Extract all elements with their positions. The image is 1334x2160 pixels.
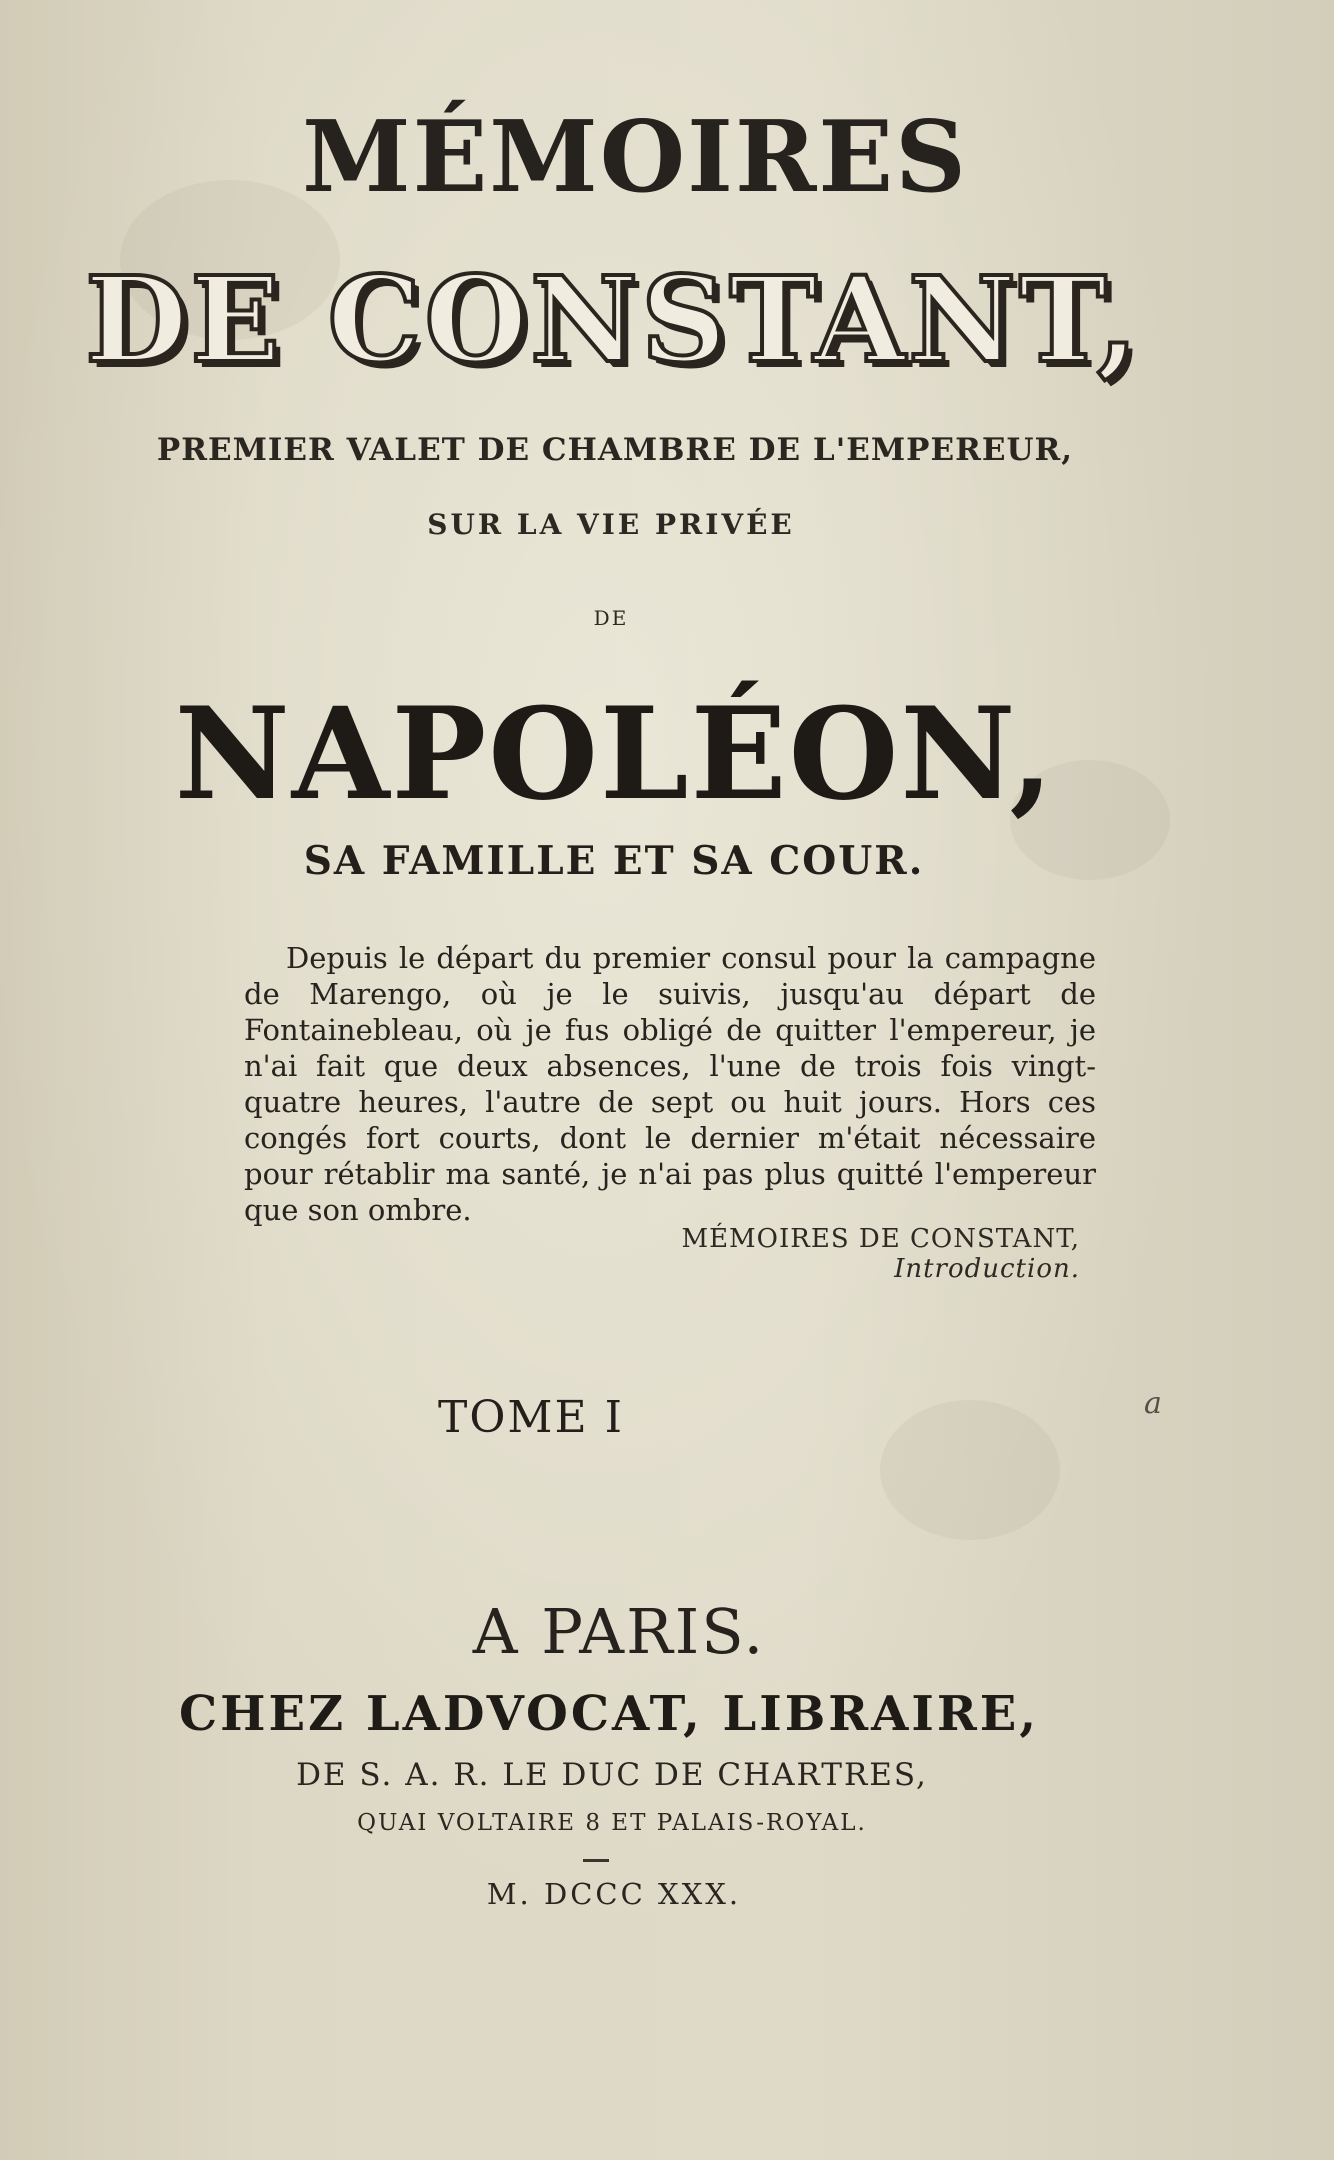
imprint-publisher: CHEZ LADVOCAT, LIBRAIRE,: [178, 1686, 1040, 1742]
subtitle-line-2: SUR LA VIE PRIVÉE: [427, 508, 795, 541]
imprint-royal-title: DE S. A. R. LE DUC DE CHARTRES,: [296, 1757, 928, 1793]
volume-label: TOME I: [438, 1392, 624, 1443]
subject-family: SA FAMILLE ET SA COUR.: [303, 838, 925, 884]
main-title-line-1: MÉMOIRES: [302, 100, 968, 215]
subtitle-line-3: DE: [593, 606, 629, 630]
citation-source: MÉMOIRES DE CONSTANT,: [681, 1224, 1080, 1254]
subject-name: NAPOLÉON,: [174, 680, 1056, 828]
divider-rule: [583, 1859, 609, 1862]
epigraph-citation: [520, 1224, 1080, 1284]
marginal-mark: a: [1144, 1386, 1162, 1421]
imprint-address: QUAI VOLTAIRE 8 ET PALAIS-ROYAL.: [357, 1810, 867, 1836]
subtitle-line-1: PREMIER VALET DE CHAMBRE DE L'EMPEREUR,: [156, 432, 1074, 468]
imprint-city: A PARIS.: [472, 1595, 766, 1668]
imprint-year: M. DCCC XXX.: [486, 1877, 742, 1911]
citation-section: Introduction.: [894, 1254, 1080, 1284]
paper-stain: [880, 1400, 1060, 1540]
main-title-line-2: DE CONSTANT,: [85, 250, 1141, 389]
epigraph-text: Depuis le départ du premier consul pour la campagne de Marengo, où je le suivis, jusqu'au départ de Fontainebleau, où je fus obligé de quitter l'empereur, je n'ai fait que deux absences, l'une de trois fois vingt-quatre heures, l'autre de sept ou huit jours. Hors ces congés fort courts, dont le dernier m'était nécessaire pour rétablir ma santé, je n'ai pas plus quitté l'empereur que son ombre.: [244, 941, 1096, 1227]
